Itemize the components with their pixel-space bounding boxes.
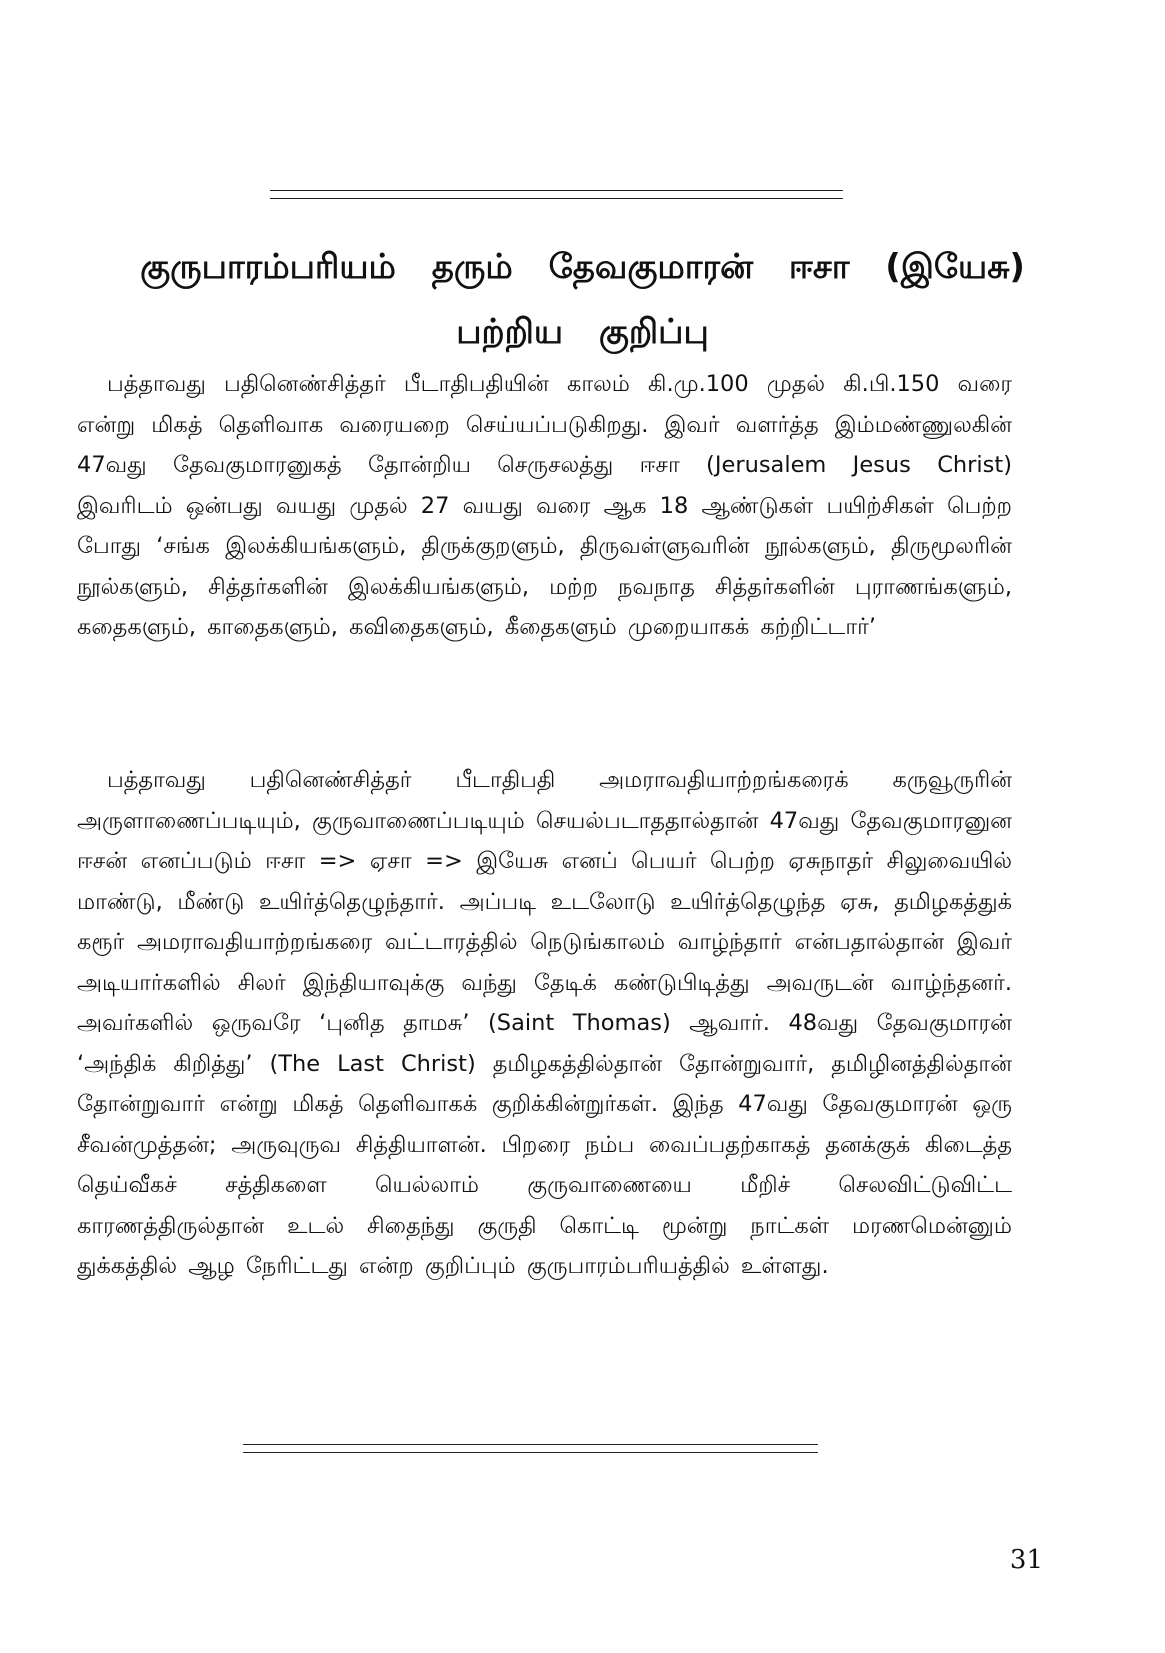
paragraph-2: பத்தாவது பதினெண்சித்தர் பீடாதிபதி அமராவதியாற்றங்கரைக் கருவூருரின் அருளாணைப்படியும், குருவாணைப்படியும் செயல்படாததால்தான் 47வது தேவகுமாரனுன ஈசன் எனப்படும் ஈசா => ஏசா => இயேசு எனப் பெயர் பெற்ற ஏசுநாதர் சிலுவையில் மாண்டு, மீண்டு உயிர்த்தெழுந்தார். அப்படி உடலோடு உயிர்த்தெழுந்த ஏசு, தமிழகத்துக் கரூர் அமராவதியாற்றங்கரை வட்டாரத்தில் நெடுங்காலம் வாழ்ந்தார் என்பதால்தான் இவர் அடியார்களில் சிலர் இந்தியாவுக்கு வந்து தேடிக் கண்டுபிடித்து அவருடன் வாழ்ந்தனர். அவர்களில் ஒருவரே ‘புனித தாமசு’ (Saint Thomas) ஆவார். 48வது தேவகுமாரன் ‘அந்திக் கிறித்து’ (The Last Christ) தமிழகத்தில்தான் தோன்றுவார், தமிழினத்தில்தான் தோன்றுவார் என்று மிகத் தெளிவாகக் குறிக்கின்றுர்கள். இந்த 47வது தேவகுமாரன் ஒரு சீவன்முத்தன்; அருவுருவ சித்தியாளன். பிறரை நம்ப வைப்பதற்காகத் தனக்குக் கிடைத்த தெய்வீகச் சத்திகளை யெல்லாம் குருவாணையை மீறிச் செலவிட்டுவிட்ட காரணத்திருல்தான் உடல் சிதைந்து குருதி கொட்டி மூன்று நாட்கள் மரணமென்னும் துக்கத்தில் ஆழ நேரிட்டது என்ற குறிப்பும் குருபாரம்பரியத்தில் உள்ளது. — [77, 767, 1012, 1279]
page-title: குருபாரம்பரியம் தரும் தேவகுமாரன் ஈசா (இயேசு) பற்றிய குறிப்பு — [140, 247, 1025, 352]
page-number: 31 — [1009, 1545, 1043, 1575]
top-double-rule — [270, 190, 843, 199]
bottom-double-rule — [243, 1444, 818, 1453]
paragraph-1: பத்தாவது பதினெண்சித்தர் பீடாதிபதியின் காலம் கி.மு.100 முதல் கி.பி.150 வரை என்று மிகத் தெளிவாக வரையறை செய்யப்படுகிறது. இவர் வளர்த்த இம்மண்ணுலகின் 47வது தேவகுமாரனுகத் தோன்றிய செருசலத்து ஈசா (Jerusalem Jesus Christ) இவரிடம் ஒன்பது வயது முதல் 27 வயது வரை ஆக 18 ஆண்டுகள் பயிற்சிகள் பெற்ற போது ‘சங்க இலக்கியங்களும், திருக்குறளும், திருவள்ளுவரின் நூல்களும், திருமூலரின் நூல்களும், சித்தர்களின் இலக்கியங்களும், மற்ற நவநாத சித்தர்களின் புராணங்களும், கதைகளும், காதைகளும், கவிதைகளும், கீதைகளும் முறையாகக் கற்றிட்டார்’ — [77, 371, 1012, 640]
